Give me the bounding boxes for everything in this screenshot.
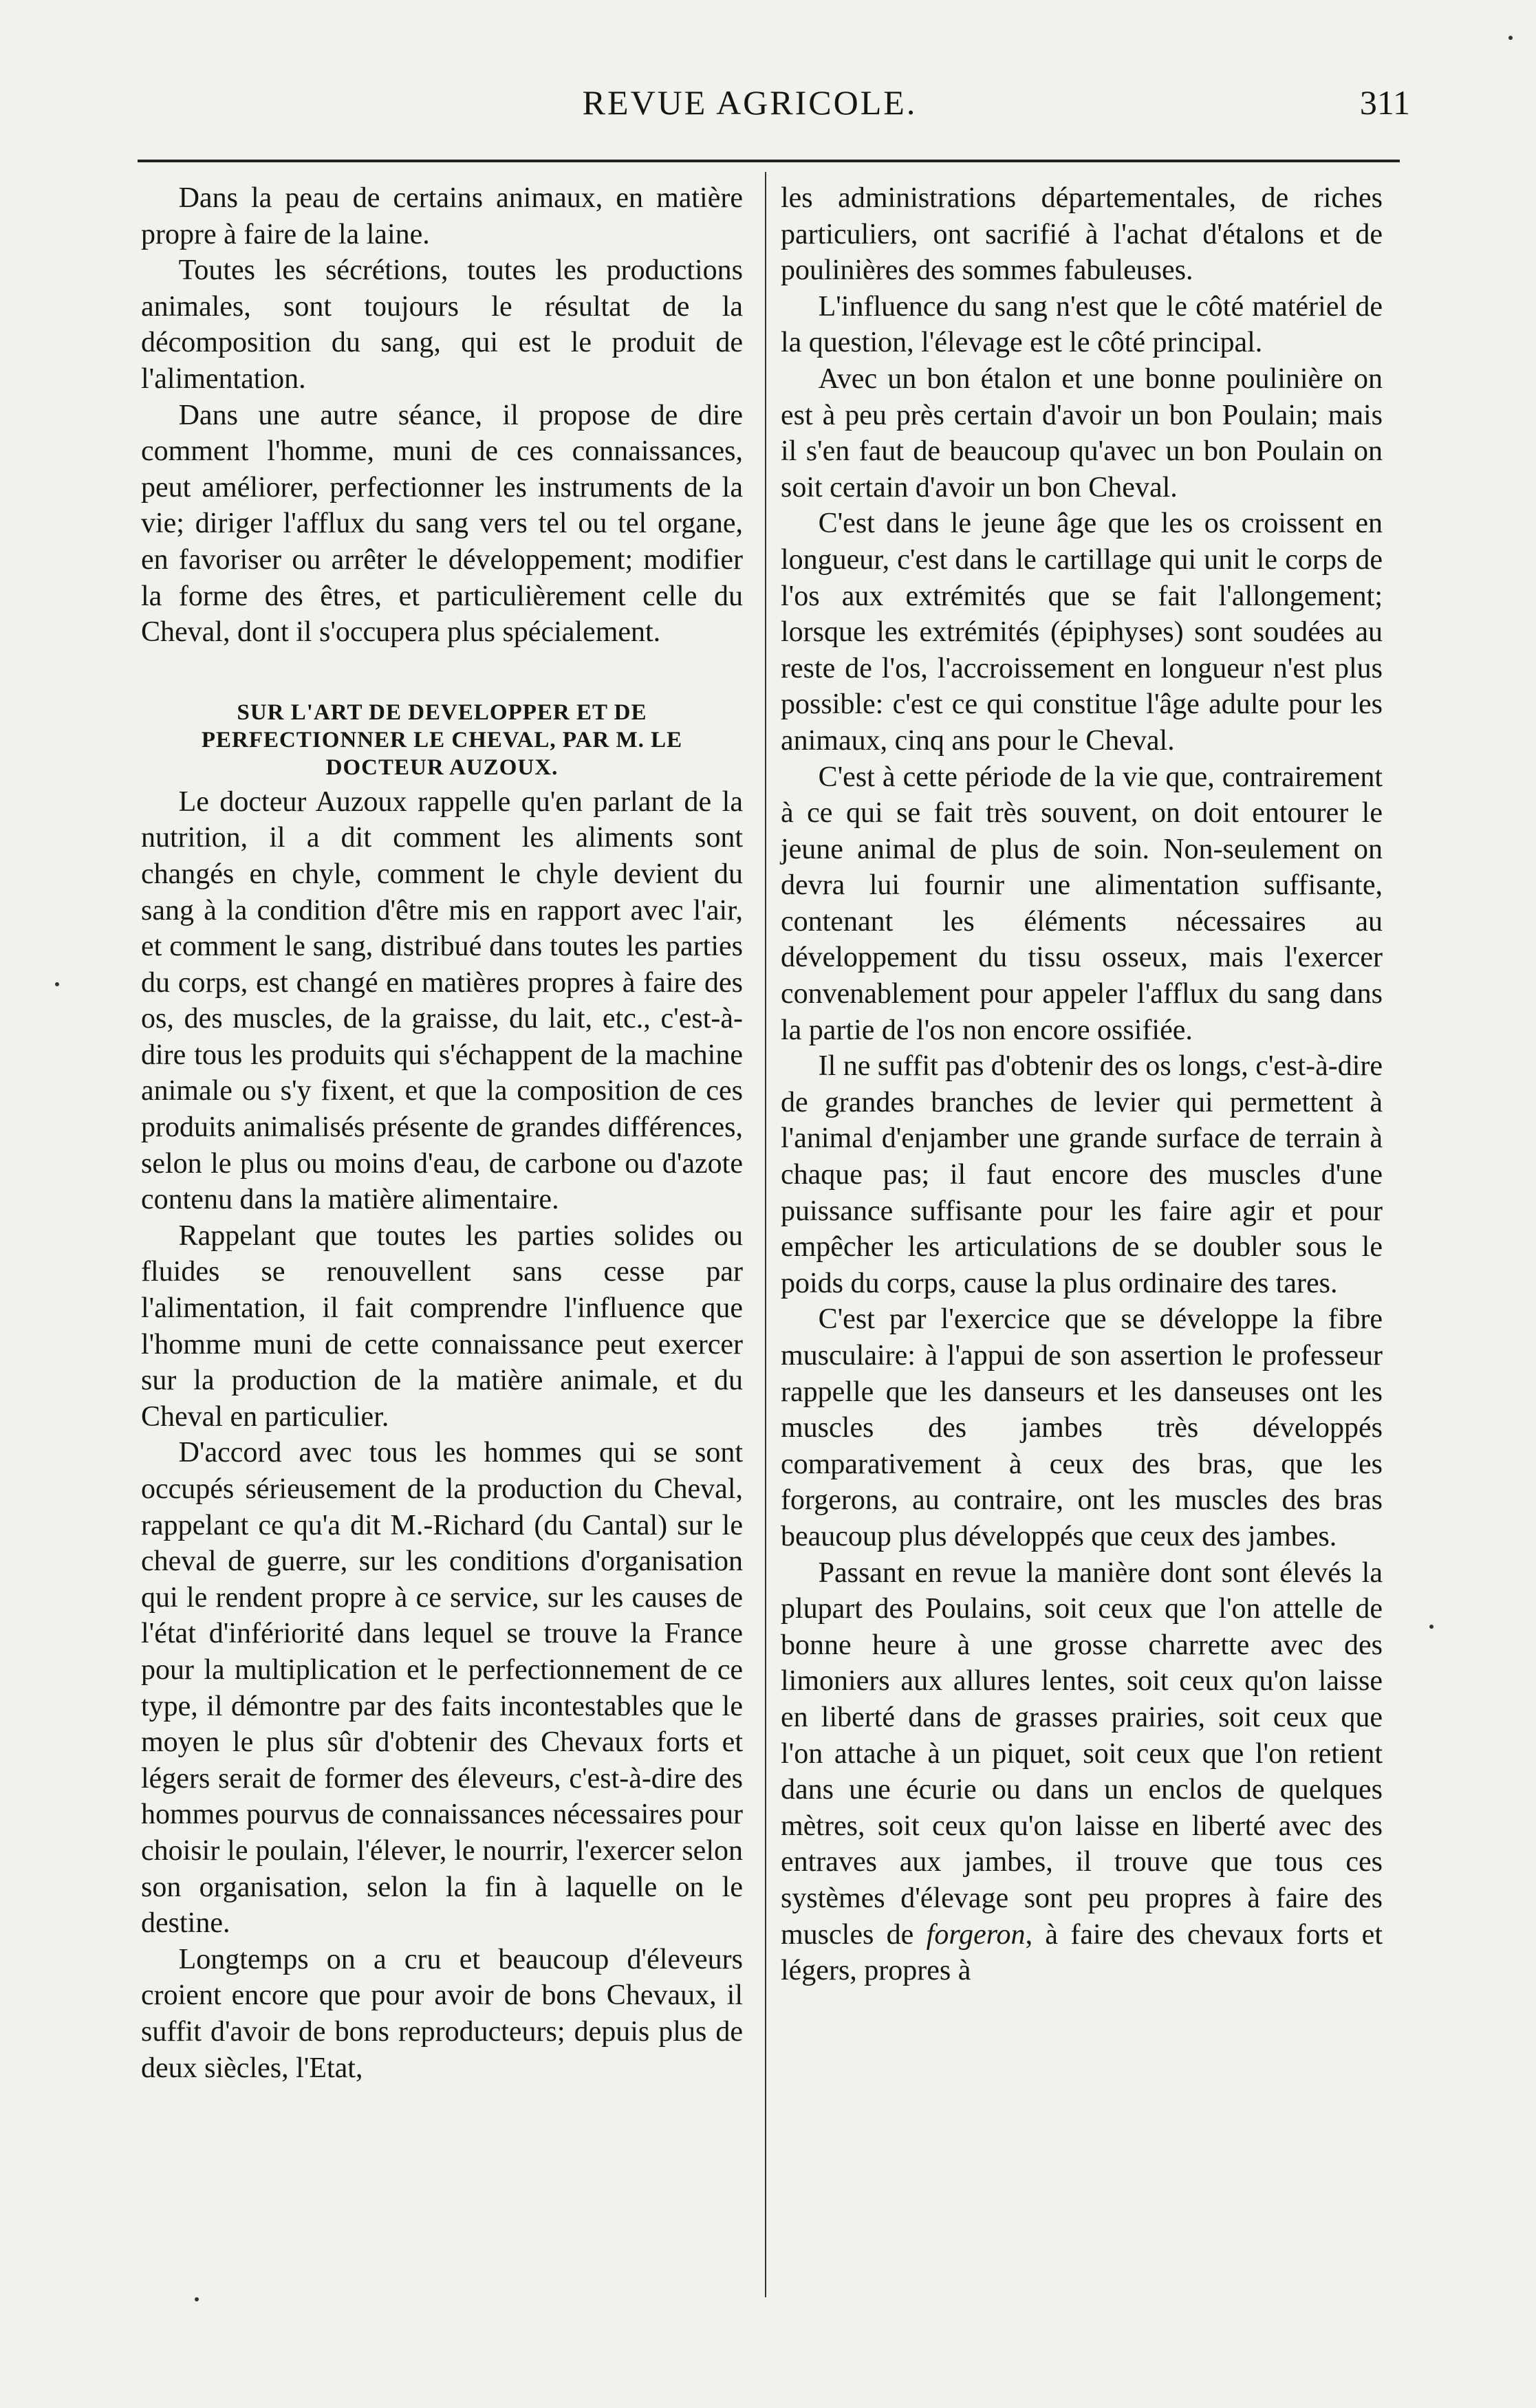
- print-speck: [55, 982, 59, 986]
- paragraph: Longtemps on a cru et beaucoup d'éleveurs croient encore que pour avoir de bons Chevaux, il suffit d'avoir de bons reproducteurs; depuis plus de deux siècles, l'Etat,: [141, 1943, 743, 2084]
- paragraph: Avec un bon étalon et une bonne poulinière on est à peu près certain d'avoir un bon Poulain; mais il s'en faut de beaucoup qu'avec un bon Poulain on soit certain d'avoir un bon Cheval.: [781, 362, 1383, 503]
- print-speck: [1508, 36, 1513, 40]
- paragraph: D'accord avec tous les hommes qui se sont occupés sérieusement de la production du Cheval, rappelant ce qu'a dit M.-Richard (du Cantal) sur le cheval de guerre, sur les conditions d'organisation qui le rendent propre à ce service, sur les causes de l'état d'infériorité dans lequel se trouve la France pour la multiplication et le perfectionnement de ce type, il démontre par des faits incontestables que le moyen le plus sûr d'obtenir des Chevaux forts et légers serait de former des éleveurs, c'est-à-dire des hommes pourvus de connaissances nécessaires pour choisir le poulain, l'élever, le nourrir, l'exercer selon son organisation, selon la fin à laquelle on le destine.: [141, 1437, 743, 1940]
- paragraph-continued: les administrations départementales, de riches particuliers, ont sacrifié à l'achat d'étalons et de poulinières des sommes fabuleuses.: [781, 182, 1383, 287]
- paragraph: C'est à cette période de la vie que, contrairement à ce qui se fait très souvent, on doit entourer le jeune animal de plus de soin. Non-seulement on devra lui fournir une alimentation suffisante, contenant les éléments nécessaires au développement du tissu osseux, mais l'exercer convenablement pour appeler l'afflux du sang dans la partie de l'os non encore ossifiée.: [781, 761, 1383, 1046]
- column-divider: [765, 172, 766, 2297]
- left-column: [141, 180, 743, 2086]
- paragraph: Toutes les sécrétions, toutes les productions animales, sont toujours le résultat de la décomposition du sang, qui est le produit de l'alimentation.: [141, 254, 743, 395]
- italic-word: forgeron: [926, 1918, 1026, 1951]
- header-rule: [138, 160, 1400, 162]
- running-header-title: REVUE AGRICOLE.: [582, 83, 918, 122]
- paragraph: C'est par l'exercice que se développe la fibre musculaire: à l'appui de son assertion le professeur rappelle que les danseurs et les danseuses ont les muscles des jambes très développés comparativement à ceux des bras, que les forgerons, au contraire, ont les muscles des bras beaucoup plus développés que ceux des jambes.: [781, 1303, 1383, 1552]
- paragraph: [781, 1555, 1383, 1989]
- paragraph-text: Passant en revue la manière dont sont élevés la plupart des Poulains, soit ceux que l'on attelle de bonne heure à une grosse charrette avec des limoniers aux allures lentes, soit ceux qu'on laisse en liberté dans de grasses prairies, soit ceux que l'on attache à un piquet, soit ceux que l'on retient dans une écurie ou dans un enclos de quelques mètres, soit ceux qu'on laisse en liberté avec des entraves aux jambes, il trouve que tous ces systèmes d'élevage sont peu propres à faire des muscles de: [781, 1556, 1383, 1951]
- page-number: 311: [1359, 83, 1410, 122]
- print-speck: [195, 2297, 199, 2301]
- print-speck: [1429, 1625, 1434, 1629]
- paragraph: L'influence du sang n'est que le côté matériel de la question, l'élevage est le côté principal.: [781, 290, 1383, 359]
- paragraph: Le docteur Auzoux rappelle qu'en parlant de la nutrition, il a dit comment les aliments sont changés en chyle, comment le chyle devient du sang à la condition d'être mis en rapport avec l'air, et comment le sang, distribué dans toutes les parties du corps, est changé en matières propres à faire des os, des muscles, de la graisse, du lait, etc., c'est-à-dire tous les produits qui s'échappent de la machine animale ou s'y fixent, et que la composition de ces produits animalisés présente de grandes différences, selon le plus ou moins d'eau, de carbone ou d'azote contenu dans la matière alimentaire.: [141, 785, 743, 1216]
- paragraph: C'est dans le jeune âge que les os croissent en longueur, c'est dans le cartillage qui unit le corps de l'os aux extrémités que se fait l'allongement; lorsque les extrémités (épiphyses) sont soudées au reste de l'os, l'accroissement en longueur n'est plus possible: c'est ce qui constitue l'âge adulte pour les animaux, cinq ans pour le Cheval.: [781, 508, 1383, 757]
- section-heading: SUR L'ART DE DEVELOPPER ET DE PERFECTIONNER LE CHEVAL, PAR M. LE DOCTEUR AUZOUX.: [201, 699, 683, 780]
- paragraph: Rappelant que toutes les parties solides ou fluides se renouvellent sans cesse par l'alimentation, il fait comprendre l'influence que l'homme muni de cette connaissance peut exercer sur la production de la matière animale, et du Cheval en particulier.: [141, 1219, 743, 1433]
- paragraph: Il ne suffit pas d'obtenir des os longs, c'est-à-dire de grandes branches de levier qui permettent à l'animal d'enjamber une grande surface de terrain à chaque pas; il faut encore des muscles d'une puissance suffisante pour les faire agir et pour empêcher les articulations de se doubler sous le poids du corps, cause la plus ordinaire des tares.: [781, 1050, 1383, 1299]
- paragraph: Dans la peau de certains animaux, en matière propre à faire de la laine.: [141, 182, 743, 250]
- right-column: [781, 180, 1383, 1989]
- paragraph-text: , à faire des chevaux forts et légers, propres à: [781, 1918, 1383, 1987]
- paragraph: Dans une autre séance, il propose de dire comment l'homme, muni de ces connaissances, peut améliorer, perfectionner les instruments de la vie; diriger l'afflux du sang vers tel ou tel organe, en favoriser ou arrêter le développement; modifier la forme des êtres, et particulièrement celle du Cheval, dont il s'occupera plus spécialement.: [141, 399, 743, 649]
